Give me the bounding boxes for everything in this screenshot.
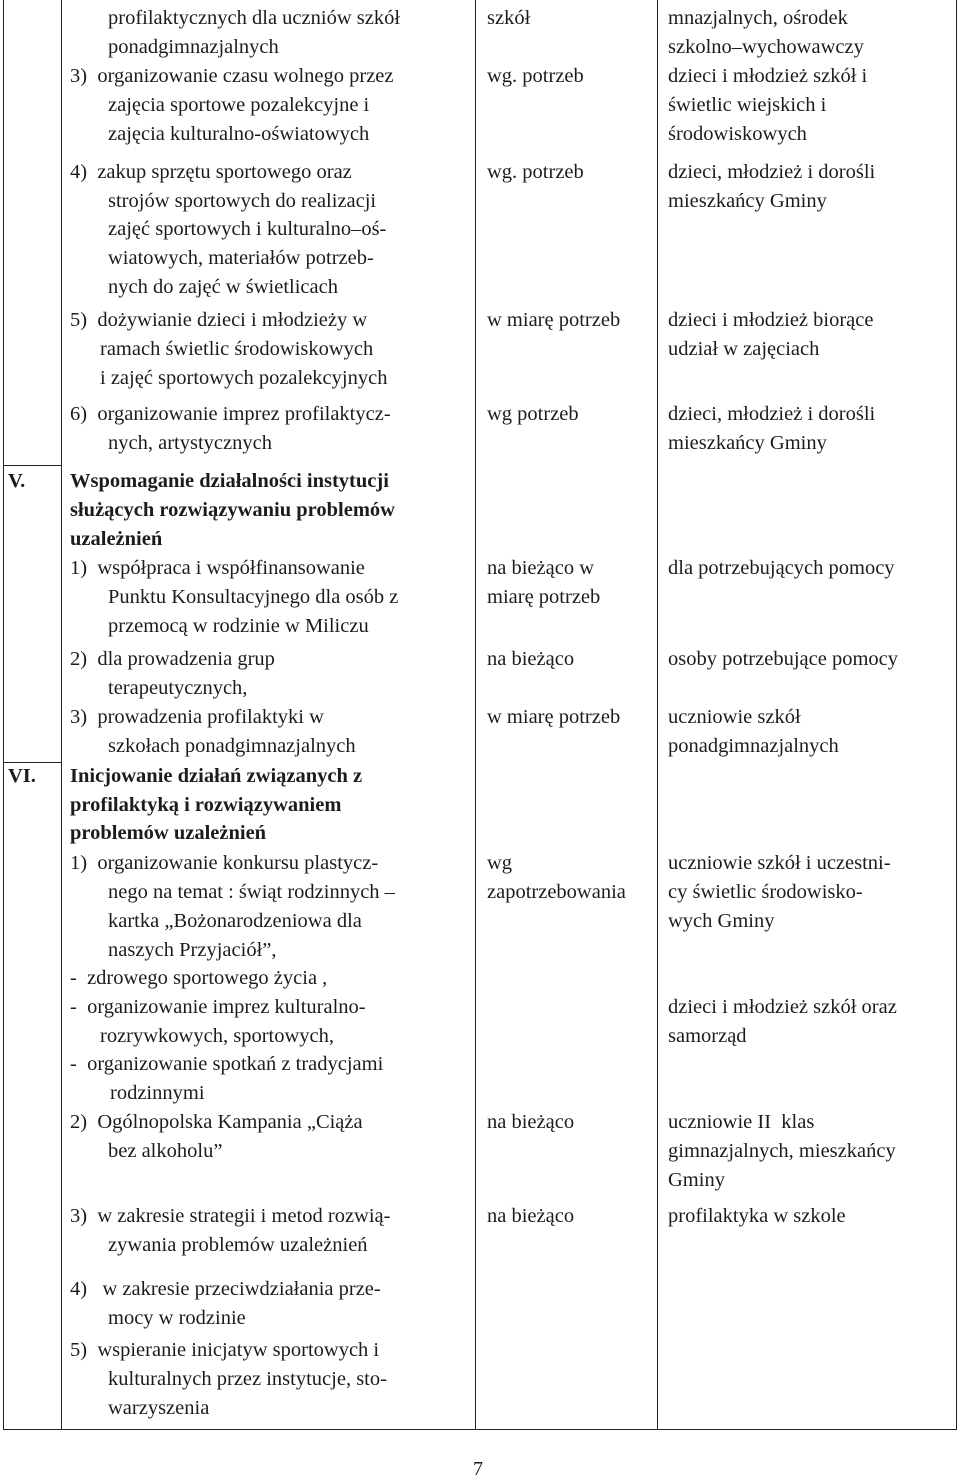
- section-number: VI.: [8, 765, 36, 787]
- task-text: i zajęć sportowych pozalekcyjnych: [100, 367, 388, 389]
- table-border-bottom: [3, 1429, 957, 1430]
- term-text: na bieżąco: [487, 1111, 575, 1133]
- task-text: bez alkoholu”: [108, 1140, 223, 1162]
- term-text: na bieżąco w: [487, 557, 594, 579]
- task-text: terapeutycznych,: [108, 677, 248, 699]
- task-text: zajęć sportowych i kulturalno–oś-: [108, 218, 387, 240]
- section-heading: Wspomaganie działalności instytucji: [70, 470, 389, 492]
- task-text: zajęcia sportowe pozalekcyjne i: [108, 94, 370, 116]
- task-text: nych, artystycznych: [108, 432, 272, 454]
- task-text: Punktu Konsultacyjnego dla osób z: [108, 586, 399, 608]
- task-text: 5) wspieranie inicjatyw sportowych i: [70, 1339, 380, 1361]
- task-text: 2) dla prowadzenia grup: [70, 648, 275, 670]
- table-border-left: [3, 0, 4, 1430]
- page-number: 7: [473, 1458, 483, 1480]
- table-border-right: [956, 0, 957, 1430]
- task-text: naszych Przyjaciół”,: [108, 939, 277, 961]
- term-text: wg: [487, 852, 513, 874]
- task-text: kulturalnych przez instytucje, sto-: [108, 1368, 387, 1390]
- target-text: uczniowie szkół i uczestni-: [668, 852, 891, 874]
- target-text: mnazjalnych, ośrodek: [668, 7, 848, 29]
- task-text: ponadgimnazjalnych: [108, 36, 279, 58]
- target-text: uczniowie szkół: [668, 706, 801, 728]
- target-text: uczniowie II klas: [668, 1111, 815, 1133]
- task-text: mocy w rodzinie: [108, 1307, 246, 1329]
- task-text: 3) organizowanie czasu wolnego przez: [70, 65, 394, 87]
- target-text: dzieci, młodzież i dorośli: [668, 403, 876, 425]
- task-text: strojów sportowych do realizacji: [108, 190, 377, 212]
- target-text: osoby potrzebujące pomocy: [668, 648, 898, 670]
- term-text: wg. potrzeb: [487, 161, 584, 183]
- task-text: ramach świetlic środowiskowych: [100, 338, 374, 360]
- task-text: profilaktycznych dla uczniów szkół: [108, 7, 401, 29]
- term-text: wg. potrzeb: [487, 65, 584, 87]
- task-text: wiatowych, materiałów potrzeb-: [108, 247, 374, 269]
- task-text: 1) organizowanie konkursu plastycz-: [70, 852, 379, 874]
- target-text: samorząd: [668, 1025, 747, 1047]
- term-text: miarę potrzeb: [487, 586, 601, 608]
- task-text: 2) Ogólnopolska Kampania „Ciąża: [70, 1111, 363, 1133]
- section-heading: profilaktyką i rozwiązywaniem: [70, 794, 342, 816]
- section-number: V.: [8, 470, 26, 492]
- task-text: 4) zakup sprzętu sportowego oraz: [70, 161, 352, 183]
- target-text: wych Gminy: [668, 910, 775, 932]
- task-text: warzyszenia: [108, 1397, 210, 1419]
- column-divider-2: [475, 0, 476, 1430]
- target-text: dla potrzebujących pomocy: [668, 557, 895, 579]
- column-divider-1: [61, 0, 62, 1430]
- section-heading: uzależnień: [70, 528, 163, 550]
- task-text: zajęcia kulturalno-oświatowych: [108, 123, 370, 145]
- term-text: w miarę potrzeb: [487, 706, 621, 728]
- section-heading: Inicjowanie działań związanych z: [70, 765, 363, 787]
- target-text: środowiskowych: [668, 123, 807, 145]
- term-text: szkół: [487, 7, 531, 29]
- task-text: nego na temat : świąt rodzinnych –: [108, 881, 395, 903]
- target-text: udział w zajęciach: [668, 338, 820, 360]
- column-divider-3: [657, 0, 658, 1430]
- target-text: ponadgimnazjalnych: [668, 735, 839, 757]
- task-text: rodzinnymi: [110, 1082, 205, 1104]
- task-text: rozrywkowych, sportowych,: [100, 1025, 334, 1047]
- term-text: na bieżąco: [487, 1205, 575, 1227]
- task-text: 3) w zakresie strategii i metod rozwią-: [70, 1205, 391, 1227]
- task-text: nych do zajęć w świetlicach: [108, 276, 338, 298]
- target-text: cy świetlic środowisko-: [668, 881, 863, 903]
- term-text: w miarę potrzeb: [487, 309, 621, 331]
- target-text: gimnazjalnych, mieszkańcy: [668, 1140, 896, 1162]
- task-text: - zdrowego sportowego życia ,: [70, 967, 328, 989]
- target-text: dzieci i młodzież szkół i: [668, 65, 868, 87]
- target-text: profilaktyka w szkole: [668, 1205, 846, 1227]
- target-text: dzieci i młodzież szkół oraz: [668, 996, 897, 1018]
- task-text: 4) w zakresie przeciwdziałania prze-: [70, 1278, 381, 1300]
- task-text: szkołach ponadgimnazjalnych: [108, 735, 356, 757]
- task-text: 3) prowadzenia profilaktyki w: [70, 706, 324, 728]
- task-text: 1) współpraca i współfinansowanie: [70, 557, 365, 579]
- task-text: - organizowanie imprez kulturalno-: [70, 996, 366, 1018]
- task-text: - organizowanie spotkań z tradycjami: [70, 1053, 384, 1075]
- target-text: świetlic wiejskich i: [668, 94, 827, 116]
- term-text: wg potrzeb: [487, 403, 579, 425]
- section-divider-v: [3, 465, 62, 466]
- target-text: mieszkańcy Gminy: [668, 432, 827, 454]
- task-text: przemocą w rodzinie w Miliczu: [108, 615, 369, 637]
- term-text: zapotrzebowania: [487, 881, 626, 903]
- target-text: mieszkańcy Gminy: [668, 190, 827, 212]
- task-text: 6) organizowanie imprez profilaktycz-: [70, 403, 391, 425]
- section-heading: służących rozwiązywaniu problemów: [70, 499, 395, 521]
- target-text: Gminy: [668, 1169, 725, 1191]
- target-text: dzieci, młodzież i dorośli: [668, 161, 876, 183]
- task-text: zywania problemów uzależnień: [108, 1234, 368, 1256]
- term-text: na bieżąco: [487, 648, 575, 670]
- task-text: kartka „Bożonarodzeniowa dla: [108, 910, 362, 932]
- target-text: szkolno–wychowawczy: [668, 36, 864, 58]
- section-heading: problemów uzależnień: [70, 822, 267, 844]
- target-text: dzieci i młodzież biorące: [668, 309, 874, 331]
- task-text: 5) dożywianie dzieci i młodzieży w: [70, 309, 368, 331]
